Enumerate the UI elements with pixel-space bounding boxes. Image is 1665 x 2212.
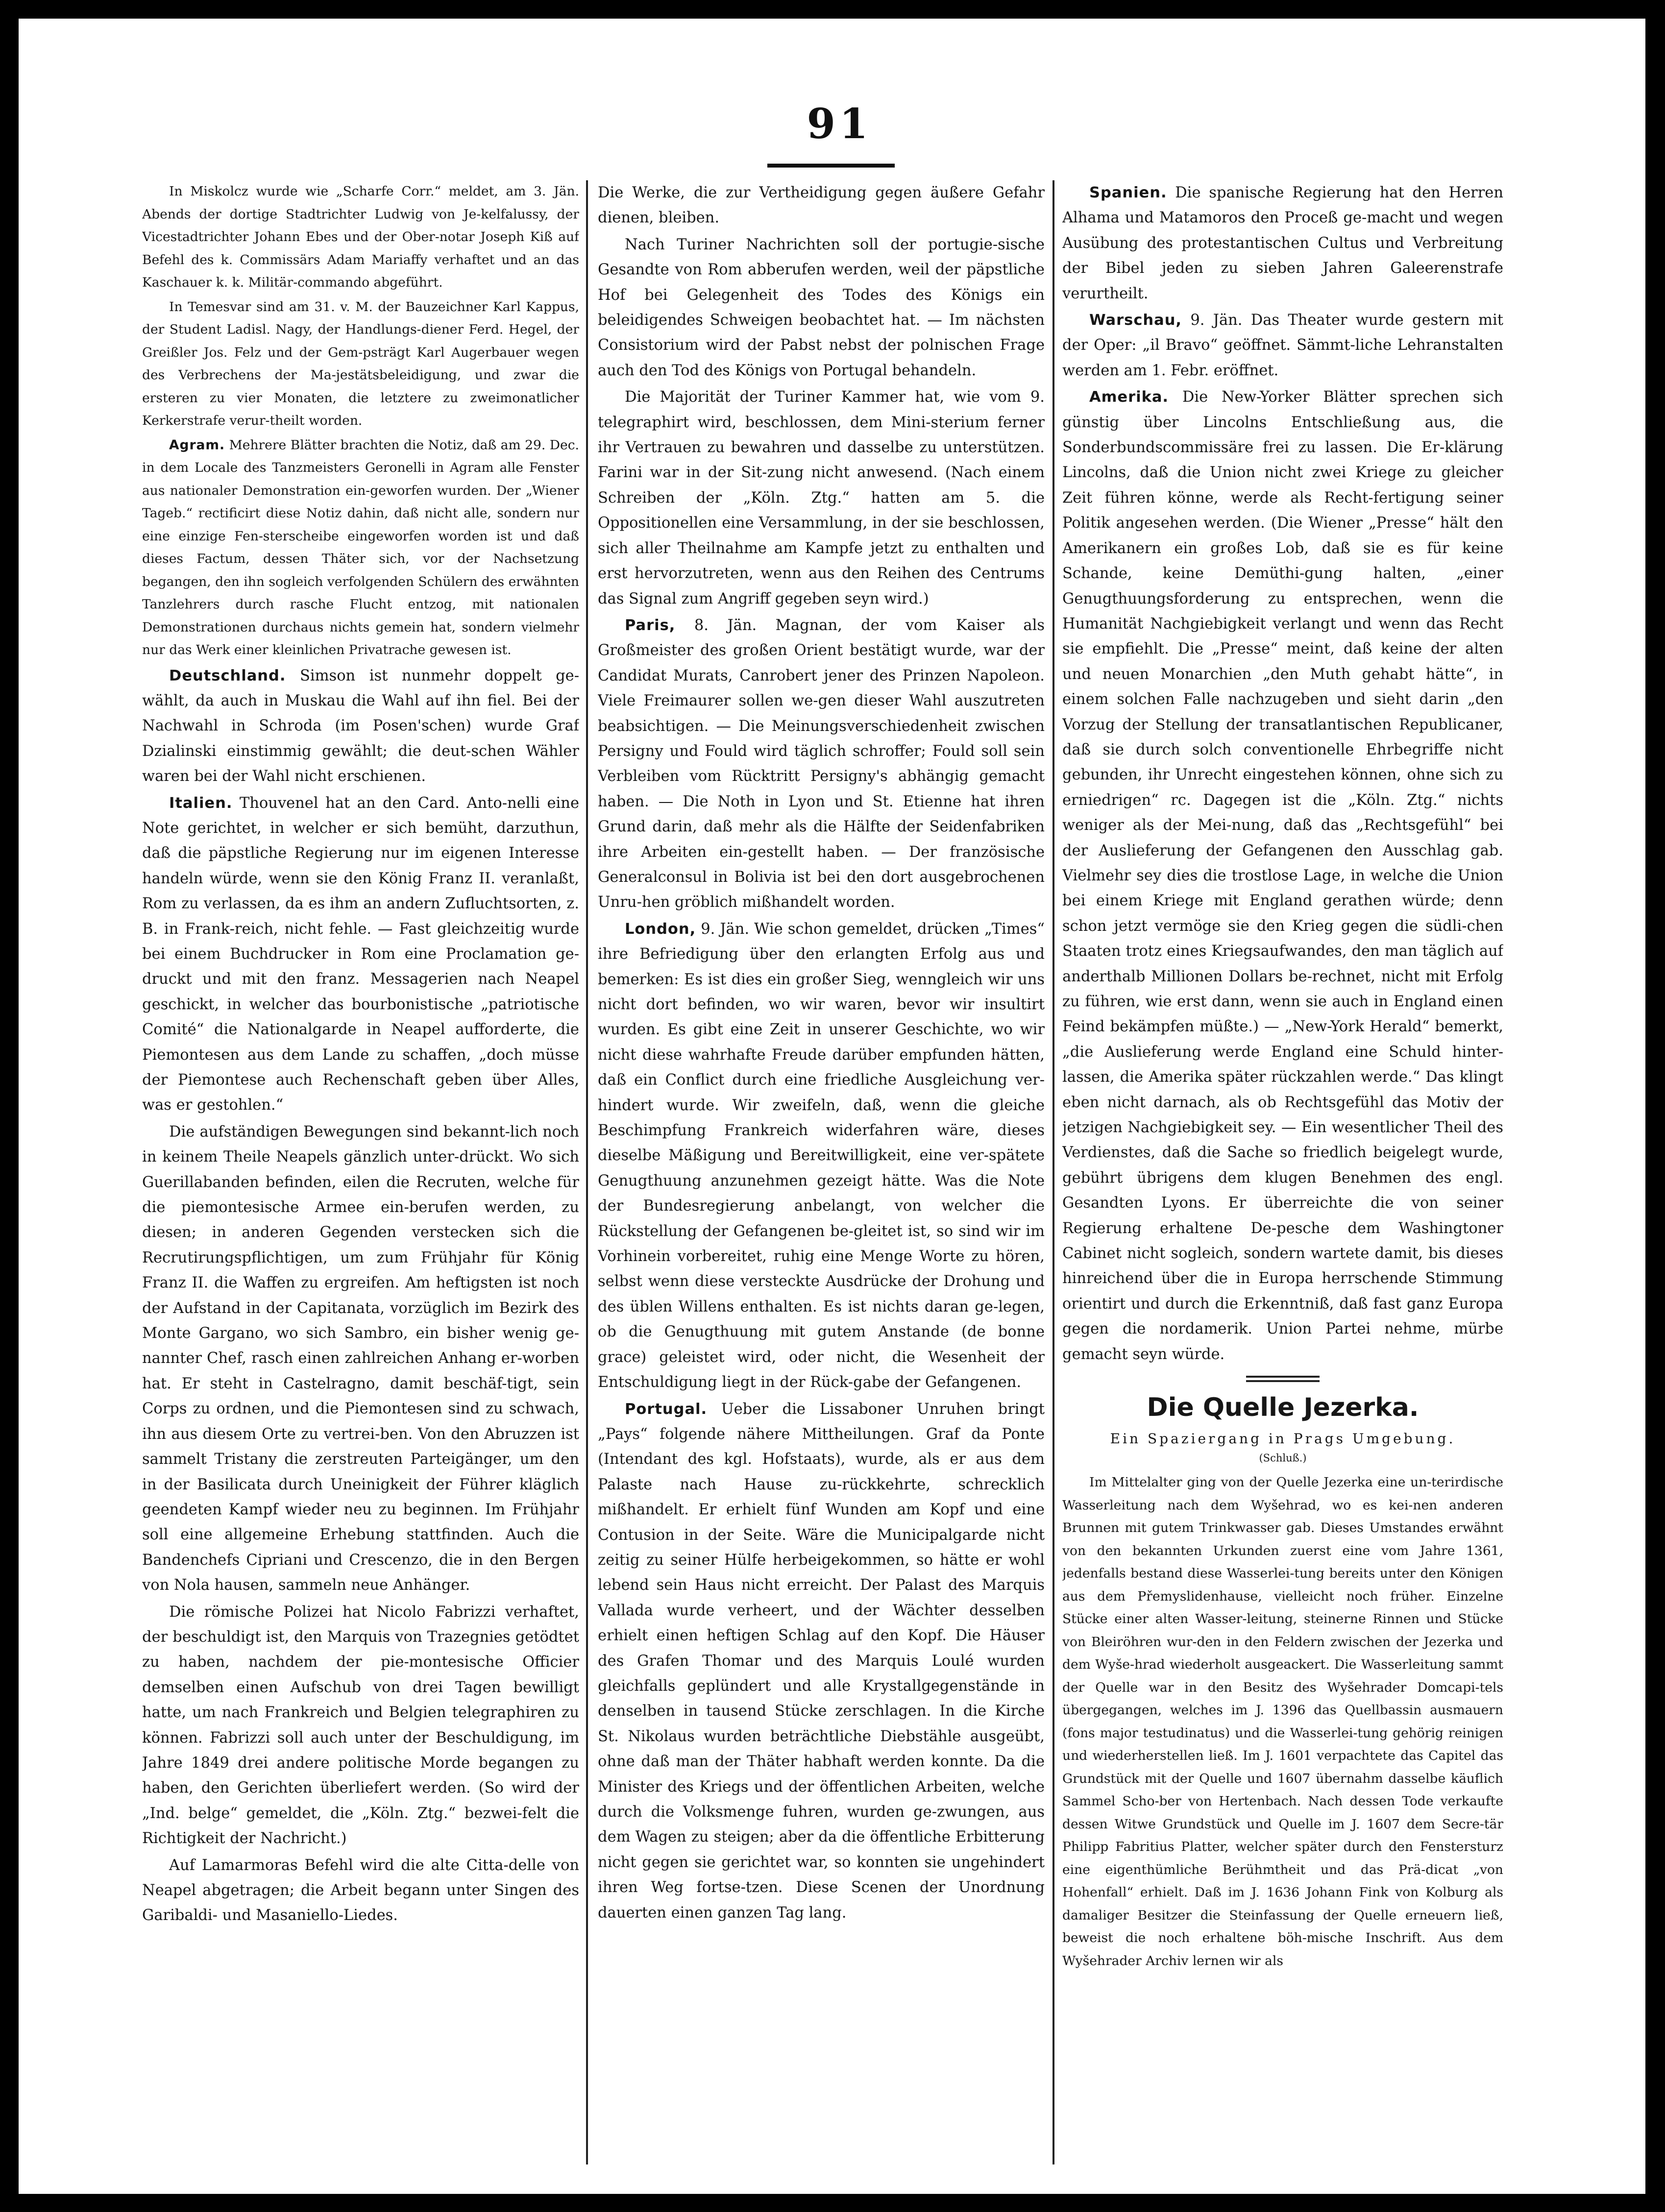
article-warschau <box>1062 308 1503 383</box>
heading-warschau: Warschau, <box>1089 312 1182 329</box>
article-deutschland-text: Simson ist nunmehr doppelt ge-wählt, da auch in Muskau die Wahl auf ihn fiel. Bei der Nachwahl in Schroda (im Posen'schen) wurde Graf Dzialinski einstimmig gewählt; die deut-schen Wähler waren bei der Wahl nicht erschienen. <box>142 667 579 785</box>
column-rule-left <box>586 180 588 2164</box>
feuilleton-text: Im Mittelalter ging von der Quelle Jezerka eine un-terirdische Wasserleitung nach dem Wyšehrad, wo es kei-nen anderen Brunnen mit gutem Trinkwasser gab. Dieses Umstandes erwähnt von den bekannten Urkunden zuerst eine vom Jahre 1361, jedenfalls bestand diese Wasserlei-tung bereits unter den Königen aus dem Přemyslidenhause, vielleicht noch früher. Einzelne Stücke einer alten Wasser-leitung, steinerne Rinnen und Stücke von Bleiröhren wur-den in den Feldern zwischen der Jezerka und dem Wyše-hrad wiederholt ausgeackert. Die Wasserleitung sammt der Quelle war in den Besitz des Wyšehrader Domcapi-tels übergegangen, welches im J. 1396 das Quellbassin ausmauern (fons major testudinatus) und die Wasserlei-tung gehörig reinigen und wiederherstellen ließ. Im J. 1601 verpachtete das Capitel das Grundstück mit der Quelle und 1607 übernahm dasselbe käuflich Sammel Scho-ber von Hertenbach. Nach dessen Tode verkaufte dessen Witwe Grundstück und Quelle im J. 1607 dem Secre-tär Philipp Fabritius Platter, welcher später durch den Fenstersturz eine eigenthümliche Berühmtheit und das Prä-dicat „von Hohenfall“ erhielt. Daß im J. 1636 Johann Fink von Kolburg als damaliger Besitzer die Steinfassung der Quelle erneuern ließ, beweist die noch erhaltene böh-mische Inschrift. Aus dem Wyšehrader Archiv lernen wir als <box>1062 1475 1503 1969</box>
heading-spanien: Spanien. <box>1089 184 1167 201</box>
article-agram <box>142 434 579 662</box>
feuilleton-note: (Schluß.) <box>1259 1452 1307 1464</box>
article-portugal <box>598 1397 1045 1926</box>
article-london-text: 9. Jän. Wie schon gemeldet, drücken „Times“ ihre Befriedigung über den erlangten Erfolg aus und bemerken: Es ist dies ein großer Sieg, wenngleich wir uns nicht dort befinden, wo wir waren, bevor wir insultirt wurden. Es gibt eine Zeit in unserer Geschichte, wo wir nicht diese wahrhafte Freude darüber empfunden hätten, daß ein Conflict durch eine friedliche Ausgleichung ver-hindert wurde. Wir zweifeln, daß, wenn die gleiche Beschimpfung Frankreich widerfahren wäre, dieses dieselbe Mäßigung und Bereitwilligkeit, eine ver-spätete Genugthuung anzunehmen gezeigt hätte. Was die Note der Bundesregierung anbelangt, von welcher die Rückstellung der Gefangenen be-gleitet ist, so sind wir im Vorhinein vorbereitet, ruhig eine Menge Worte zu hören, selbst wenn diese versteckte Ausdrücke der Drohung und des üblen Willens enthalten. Es ist nichts daran ge-legen, ob die Genugthuung mit gutem Anstande (de bonne grace) geleistet wird, oder nicht, die Wesenheit der Entschuldigung liegt in der Rück-gabe der Gefangenen. <box>598 920 1045 1391</box>
article-london <box>598 917 1045 1395</box>
article-amerika <box>1062 385 1503 1367</box>
heading-italien: Italien. <box>169 794 233 812</box>
article-italien <box>142 791 579 1118</box>
article-spanien-text: Die spanische Regierung hat den Herren Alhama und Matamoros den Proceß ge-macht und wegen Ausübung des protestantischen Cultus und Verbreitung der Bibel jeden zu sieben Jahren Galeerenstrafe verurtheilt. <box>1062 184 1503 302</box>
page-number: 91 <box>807 99 872 148</box>
column-left <box>142 180 579 2130</box>
article-miskolcz: In Miskolcz wurde wie „Scharfe Corr.“ meldet, am 3. Jän. Abends der dortige Stadtrichter Ludwig von Je-kelfalussy, der Vicestadtrichter Johann Ebes und der Ober-notar Joseph Kiß auf Befehl des k. Commissärs Adam Mariaffy verhaftet und an das Kaschauer k. k. Militär-commando abgeführt. <box>142 184 579 290</box>
article-paris-text: 8. Jän. Magnan, der vom Kaiser als Großmeister des großen Orient bestätigt wurde, war der Candidat Murats, Canrobert jener des Prinzen Napoleon. Viele Freimaurer sollen we-gen dieser Wahl auszutreten beabsichtigen. — Die Meinungsverschiedenheit zwischen Persigny und Fould wird täglich schroffer; Fould soll sein Verbleiben vom Rücktritt Persigny's abhängig gemacht haben. — Die Noth in Lyon und St. Etienne hat ihren Grund darin, daß mehr als die Hälfte der Seidenfabriken ihre Arbeiten ein-gestellt haben. — Der französische Generalconsul in Bolivia ist bei den dort ausgebrochenen Unru-hen gröblich mißhandelt worden. <box>598 616 1045 911</box>
article-aufstand: Die aufständigen Bewegungen sind bekannt-lich noch in keinem Theile Neapels gänzlich unter-drückt. Wo sich Guerillabanden befinden, eilen die Recruten, welche für die piemontesische Armee ein-berufen werden, zu diesen; in anderen Gegenden verstecken sich die Recrutirungspflichtigen, um zum Frühjahr für König Franz II. die Waffen zu ergreifen. Am heftigsten ist noch der Aufstand in der Capitanata, vorzüglich im Bezirk des Monte Gargano, wo sich Sambro, ein bisher wenig ge-nannter Chef, rasch einen zahlreichen Anhang er-worben hat. Er steht in Castelragno, damit beschäf-tigt, sein Corps zu ordnen, und die Piemontesen sind zu schwach, ihn aus diesem Orte zu vertrei-ben. Von den Abruzzen ist sammelt Tristany die zerstreuten Parteigänger, um den in der Basilicata durch Uneinigkeit der Führer kläglich geendeten Kampf wieder neu zu beginnen. Im Frühjahr soll eine allgemeine Erhebung stattfinden. Auch die Bandenchefs Cipriani und Crescenzo, die in den Bergen von Nola hausen, sammeln neue Anhänger. <box>142 1123 579 1594</box>
heading-london: London, <box>625 920 696 938</box>
article-turin: Nach Turiner Nachrichten soll der portugie-sische Gesandte von Rom abberufen werden, weil der päpstliche Hof bei Gelegenheit des Todes des Königs ein beleidigendes Schweigen beobachtet hat. — Im nächsten Consistorium wird der Pabst nebst der polnischen Frage auch den Tod des Königs von Portugal behandeln. <box>598 236 1045 379</box>
heading-portugal: Portugal. <box>625 1400 708 1418</box>
column-middle <box>598 180 1045 2130</box>
article-paris <box>598 613 1045 915</box>
article-werke: Die Werke, die zur Vertheidigung gegen äußere Gefahr dienen, bleiben. <box>598 184 1045 227</box>
newspaper-page <box>19 19 1645 2194</box>
feuilleton-divider <box>1246 1376 1320 1382</box>
article-lamarmora: Auf Lamarmoras Befehl wird die alte Citta-delle von Neapel abgetragen; die Arbeit begann unter Singen des Garibaldi- und Masaniello-Liedes. <box>142 1856 579 1924</box>
column-rule-right <box>1053 180 1054 2164</box>
article-deutschland <box>142 663 579 789</box>
article-amerika-text: Die New-Yorker Blätter sprechen sich günstig über Lincolns Entschließung aus, die Sonderbundscommissäre frei zu lassen. Die Er-klärung Lincolns, daß die Union nicht zwei Kriege zu gleicher Zeit führen könne, werde als Recht-fertigung seiner Politik angesehen werden. (Die Wiener „Presse“ hält den Amerikanern ein großes Lob, daß sie es für keine Schande, keine Demüthi-gung halten, „einer Genugthuungsforderung zu entsprechen, wenn die Humanität Nachgiebigkeit verlangt und wenn das Recht sie empfiehlt. Die „Presse“ meint, daß keine der alten und neuen Monarchien „den Muth gehabt hätte“, in einem solchen Falle nachzugeben und sieht darin „den Vorzug der Stellung der transatlantischen Republicaner, daß sie durch solch conventionelle Ehrbegriffe nicht gebunden, ihr Unrecht eingestehen können, ohne sich zu erniedrigen“ rc. Dagegen ist die „Köln. Ztg.“ nichts weniger als der Mei-nung, daß das „Rechtsgefühl“ bei der Auslieferung der Gefangenen den Ausschlag gab. Vielmehr sey dies die trostlose Lage, in welche die Union bei einem Kriege mit England gerathen würde; denn schon jetzt vermöge sie den Krieg gegen die südli-chen Staaten trotz eines Kriegsaufwandes, den man täglich auf anderthalb Millionen Dollars be-rechnet, nicht mit Erfolg zu führen, wie erst dann, wenn sie auch in England einen Feind bekämpfen müßte.) — „New-York Herald“ bemerkt, „die Auslieferung werde England eine Schuld hinter-lassen, die Amerika später rückzahlen werde.“ Das klingt eben nicht darnach, als ob Rechtsgefühl das Motiv der jetzigen Nachgiebigkeit sey. — Ein wesentlicher Theil des Verdienstes, daß die Sache so friedlich beigelegt wurde, gebührt übrigens dem klugen Benehmen des engl. Gesandten Lyons. Er überreichte die von seiner Regierung erhaltene De-pesche dem Washingtoner Cabinet nicht sogleich, sondern wartete damit, bis dieses hinreichend über die in Europa herrschende Stimmung orientirt und durch die Erkenntniß, daß fast ganz Europa gegen die nordamerik. Union Partei nehme, mürbe gemacht seyn würde. <box>1062 389 1503 1363</box>
article-majoritaet: Die Majorität der Turiner Kammer hat, wie vom 9. telegraphirt wird, beschlossen, dem Mini-sterium ferner ihr Vertrauen zu bewahren und dasselbe zu unterstützen. Farini war in der Sit-zung nicht anwesend. (Nach einem Schreiben der „Köln. Ztg.“ hatten am 5. die Oppositionellen eine Versammlung, in der sie beschlossen, sich aller Theilnahme am Kampfe jetzt zu enthalten und erst hervorzutreten, wenn aus den Reihen des Centrums das Signal zum Angriff gegeben seyn wird.) <box>598 389 1045 608</box>
column-right <box>1062 180 1503 2130</box>
heading-agram: Agram. <box>169 437 225 453</box>
heading-paris: Paris, <box>625 616 676 634</box>
feuilleton-subtitle: Ein Spaziergang in Prags Umgebung. <box>1110 1431 1456 1447</box>
heading-amerika: Amerika. <box>1089 389 1169 406</box>
article-spanien <box>1062 180 1503 306</box>
article-portugal-text: Ueber die Lissaboner Unruhen bringt „Pays“ folgende nähere Mittheilungen. Graf da Ponte (Intendant des kgl. Hofstaats), wurde, als er aus dem Palaste nach Hause zu-rückkehrte, schrecklich mißhandelt. Er erhielt fünf Wunden am Kopf und eine Contusion in der Seite. Wäre die Municipalgarde nicht zeitig zu seiner Hülfe herbeigekommen, so hätte er wohl lebend sein Haus nicht erreicht. Der Palast des Marquis Vallada wurde verheert, und der Wächter desselben erhielt einen heftigen Schlag auf den Kopf. Die Häuser des Grafen Thomar und des Marquis Loulé wurden gleichfalls geplündert und alle Krystallgegenstände in denselben in tausend Stücke zerschlagen. In die Kirche St. Nikolaus wurden beträchtliche Diebstähle ausgeübt, ohne daß man der Thäter habhaft werden konnte. Da die Minister des Kriegs und der öffentlichen Arbeiten, welche durch die Volksmenge fuhren, wurden ge-zwungen, aus dem Wagen zu steigen; aber da die öffentliche Erbitterung nicht gegen sie gerichtet war, so konnten sie ungehindert ihren Weg fortse-tzen. Diese Scenen der Unordnung dauerten einen ganzen Tag lang. <box>598 1400 1045 1921</box>
page-number-underline <box>767 164 895 168</box>
article-warschau-text: 9. Jän. Das Theater wurde gestern mit der Oper: „il Bravo“ geöffnet. Sämmt-liche Lehranstalten werden am 1. Febr. eröffnet. <box>1062 312 1503 379</box>
article-temesvar: In Temesvar sind am 31. v. M. der Bauzeichner Karl Kappus, der Student Ladisl. Nagy, der Handlungs-diener Ferd. Hegel, der Greißler Jos. Felz und der Gem-psträgt Karl Augerbauer wegen des Verbrechens der Ma-jestätsbeleidigung, und zwar die ersteren zu vier Monaten, die letztere zu zweimonatlicher Kerkerstrafe verur-theilt worden. <box>142 299 579 428</box>
article-agram-text: Mehrere Blätter brachten die Notiz, daß am 29. Dec. in dem Locale des Tanzmeisters Geronelli in Agram alle Fenster aus nationaler Demonstration ein-geworfen wurden. Der „Wiener Tageb.“ rectificirt diese Notiz dahin, daß nicht alle, sondern nur eine einzige Fen-sterscheibe eingeworfen worden ist und daß dieses Factum, dessen Thäter sich, vor der Nachsetzung begangen, den ihn sogleich verfolgenden Schülern des erwähnten Tanzlehrers durch rasche Flucht entzog, mit nationalen Demonstrationen durchaus nichts gemein hat, sondern vielmehr nur das Werk einer kleinlichen Privatrache gewesen ist. <box>142 437 579 657</box>
feuilleton-title: Die Quelle Jezerka. <box>1147 1393 1419 1423</box>
article-italien-text: Thouvenel hat an den Card. Anto-nelli eine Note gerichtet, in welcher er sich bemüht, darzuthun, daß die päpstliche Regierung nur im eigenen Interesse handeln würde, wenn sie den König Franz II. veranlaßt, Rom zu verlassen, da es ihm an andern Zufluchtsorten, z. B. in Frank-reich, nicht fehle. — Fast gleichzeitig wurde bei einem Buchdrucker in Rom eine Proclamation ge-druckt und mit den franz. Messagerien nach Neapel geschickt, in welcher das bourbonistische „patriotische Comité“ die Nationalgarde in Neapel aufforderte, die Piemontesen aus dem Lande zu schaffen, „doch müsse der Piemontese auch Rechenschaft geben über Alles, was er gestohlen.“ <box>142 794 579 1114</box>
article-polizei: Die römische Polizei hat Nicolo Fabrizzi verhaftet, der beschuldigt ist, den Marquis von Trazegnies getödtet zu haben, nachdem der pie-montesische Officier demselben einen Aufschub von drei Tagen bewilligt hatte, um nach Frankreich und Belgien telegraphiren zu können. Fabrizzi soll auch unter der Beschuldigung, im Jahre 1849 drei andere politische Morde begangen zu haben, den Gerichten überliefert werden. (So wird der „Ind. belge“ gemeldet, die „Köln. Ztg.“ bezwei-felt die Richtigkeit der Nachricht.) <box>142 1603 579 1847</box>
heading-deutschland: Deutschland. <box>169 667 286 684</box>
